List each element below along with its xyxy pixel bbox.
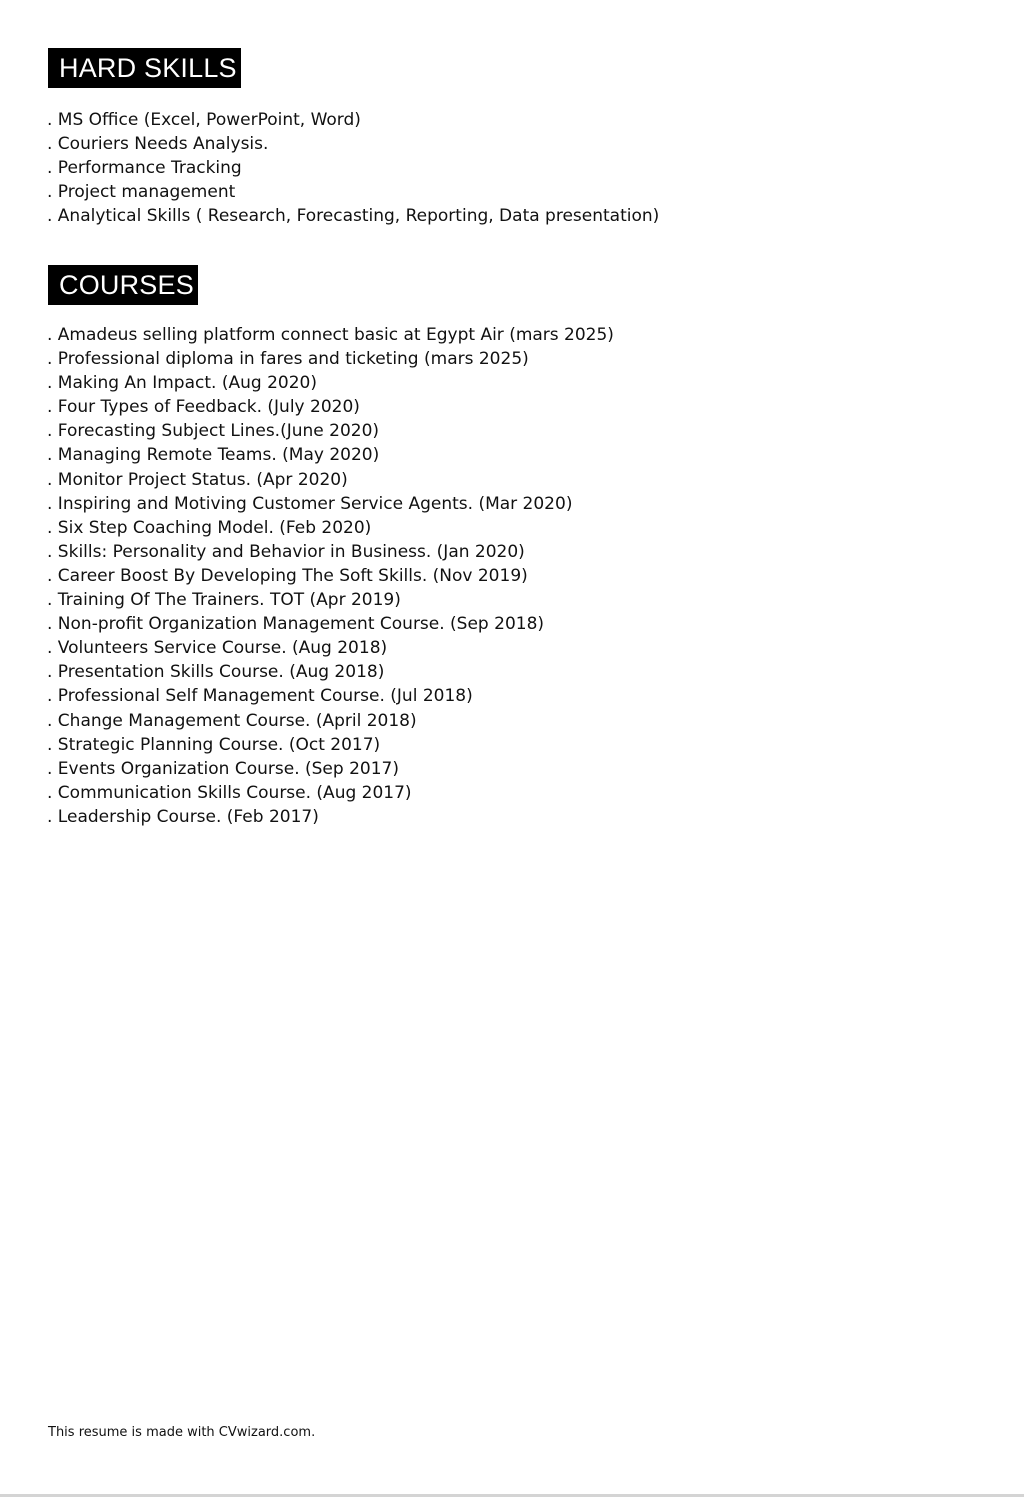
course-item: . Strategic Planning Course. (Oct 2017) bbox=[47, 734, 381, 755]
course-item: . Monitor Project Status. (Apr 2020) bbox=[47, 469, 348, 490]
footer-note: This resume is made with CVwizard.com. bbox=[48, 1425, 316, 1440]
course-item: . Forecasting Subject Lines.(June 2020) bbox=[47, 421, 380, 442]
course-item: . Non-profit Organization Management Course. (Sep 2018) bbox=[47, 614, 545, 635]
course-item: . Professional Self Management Course. (Jul 2018) bbox=[47, 686, 473, 707]
course-item: . Six Step Coaching Model. (Feb 2020) bbox=[47, 517, 372, 538]
courses-list bbox=[47, 323, 614, 829]
course-item: . Career Boost By Developing The Soft Skills. (Nov 2019) bbox=[47, 565, 528, 586]
course-item: . Skills: Personality and Behavior in Business. (Jan 2020) bbox=[47, 541, 525, 562]
course-item: . Events Organization Course. (Sep 2017) bbox=[47, 758, 399, 779]
hard-skills-heading: HARD SKILLS bbox=[48, 48, 241, 88]
hard-skill-item: . MS Office (Excel, PowerPoint, Word) bbox=[47, 110, 361, 130]
hard-skills-list bbox=[47, 108, 659, 228]
hard-skill-item: . Performance Tracking bbox=[47, 158, 242, 179]
hard-skill-item: . Analytical Skills ( Research, Forecasting, Reporting, Data presentation) bbox=[47, 206, 660, 227]
course-item: . Volunteers Service Course. (Aug 2018) bbox=[47, 638, 388, 659]
course-item: . Four Types of Feedback. (July 2020) bbox=[47, 397, 360, 418]
course-item: . Training Of The Trainers. TOT (Apr 2019) bbox=[47, 590, 401, 611]
course-item: . Change Management Course. (April 2018) bbox=[47, 710, 417, 731]
course-item: . Leadership Course. (Feb 2017) bbox=[47, 806, 319, 827]
course-item: . Making An Impact. (Aug 2020) bbox=[47, 373, 317, 394]
courses-heading: COURSES bbox=[48, 265, 198, 305]
course-item: . Inspiring and Motiving Customer Service Agents. (Mar 2020) bbox=[47, 493, 573, 514]
course-item: . Amadeus selling platform connect basic at Egypt Air (mars 2025) bbox=[47, 325, 614, 345]
course-item: . Managing Remote Teams. (May 2020) bbox=[47, 445, 380, 466]
hard-skill-item: . Project management bbox=[47, 182, 236, 203]
course-item: . Communication Skills Course. (Aug 2017) bbox=[47, 782, 412, 803]
course-item: . Professional diploma in fares and ticketing (mars 2025) bbox=[47, 349, 529, 370]
hard-skill-item: . Couriers Needs Analysis. bbox=[47, 134, 269, 155]
course-item: . Presentation Skills Course. (Aug 2018) bbox=[47, 662, 385, 683]
